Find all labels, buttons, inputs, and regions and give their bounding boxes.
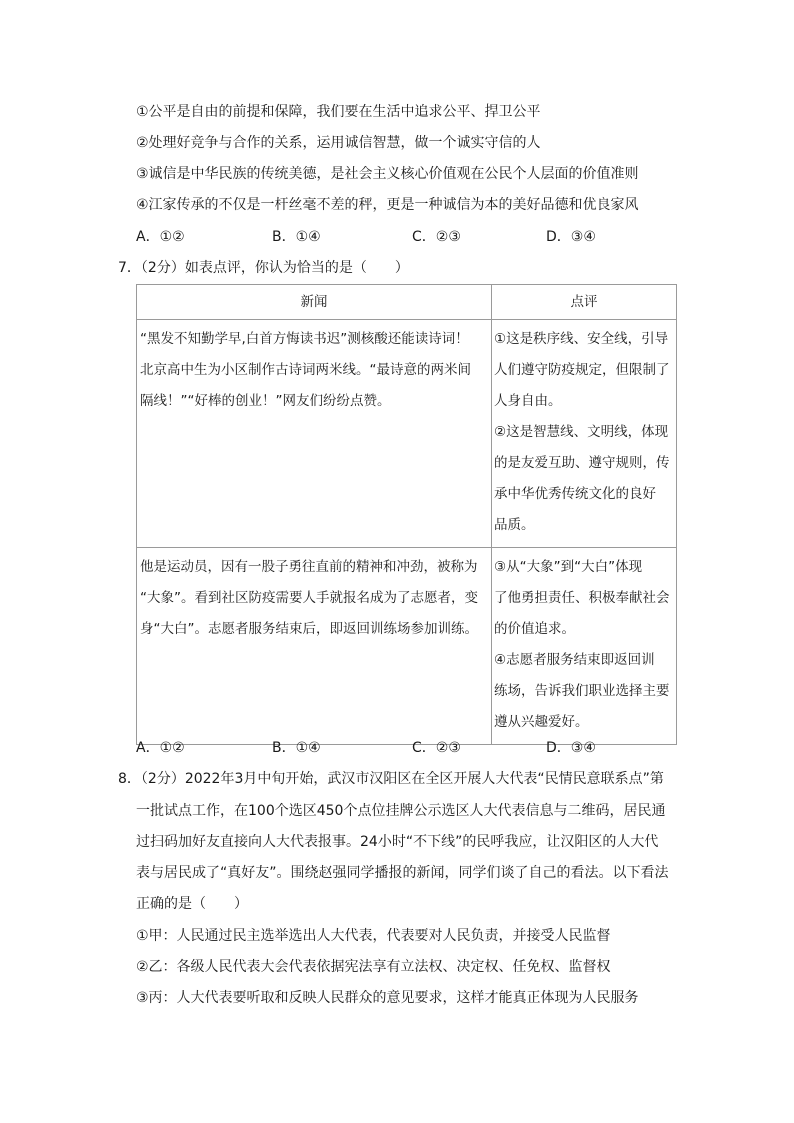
news-1-line-2: 北京高中生为小区制作古诗词两米线。“最诗意的两米间: [140, 362, 471, 378]
comment-2-line-4: ④志愿者服务结束即返回训: [494, 652, 655, 668]
q7-option-a[interactable]: A．①②: [136, 740, 185, 756]
comment-1-line-2: 人们遵守防疫规定，但限制了: [494, 362, 670, 378]
table-row: [137, 548, 677, 745]
q6-statement-3: ③诚信是中华民族的传统美德，是社会主义核心价值观在公民个人层面的价值准则: [136, 166, 639, 182]
q8-stem-line-4: 表与居民成了“真好友”。围绕赵强同学播报的新闻，同学们谈了自己的看法。以下看法: [136, 865, 669, 881]
comment-1-line-1: ①这是秩序线、安全线，引导: [494, 331, 669, 347]
table-row: [137, 320, 677, 548]
news-2-line-1: 他是运动员，因有一股子勇往直前的精神和冲劲，被称为: [140, 559, 478, 575]
comment-2-line-1: ③从“大象”到“大白”体现: [494, 559, 643, 575]
q8-statement-1: ①甲：人民通过民主选举选出人大代表，代表要对人民负责，并接受人民监督: [136, 928, 611, 944]
q7-options: [136, 738, 696, 758]
q8-statement-2: ②乙：各级人民代表大会代表依据宪法享有立法权、决定权、任免权、监督权: [136, 959, 611, 975]
q7-stem: 7．（2分）如表点评，你认为恰当的是（ ）: [118, 260, 409, 276]
q8-stem-line-1: 8．（2分）2022年3月中旬开始，武汉市汉阳区在全区开展人大代表“民情民意联系点”第: [118, 771, 664, 787]
news-2-line-2: “大象”。看到社区防疫需要人手就报名成为了志愿者，变: [140, 590, 478, 606]
q8-stem-line-2: 一批试点工作，在100个选区450个点位挂牌公示选区人大代表信息与二维码，居民通: [136, 803, 666, 819]
header-news: 新闻: [137, 285, 492, 320]
q6-option-c[interactable]: C．②③: [412, 229, 461, 245]
comment-2-line-3: 的价值追求。: [494, 621, 575, 637]
q6-option-d[interactable]: D．③④: [546, 229, 596, 245]
comment-2-line-5: 练场，告诉我们职业选择主要: [494, 683, 670, 699]
q8-stem-line-5: 正确的是（ ）: [136, 896, 248, 912]
header-comment: 点评: [492, 285, 677, 320]
comment-2-line-2: 了他勇担责任、积极奉献社会: [494, 590, 670, 606]
table-header-row: [137, 285, 677, 320]
news-cell-2: [137, 548, 492, 745]
news-cell-1: [137, 320, 492, 548]
q6-statement-4: ④江家传承的不仅是一杆丝毫不差的秤，更是一种诚信为本的美好品德和优良家风: [136, 197, 639, 213]
q6-statement-1: ①公平是自由的前提和保障，我们要在生活中追求公平、捍卫公平: [136, 104, 541, 120]
q7-option-c[interactable]: C．②③: [412, 740, 461, 756]
q7-option-d[interactable]: D．③④: [546, 740, 596, 756]
q8-statement-3: ③丙：人大代表要听取和反映人民群众的意见要求，这样才能真正体现为人民服务: [136, 990, 639, 1006]
q6-option-a[interactable]: A．①②: [136, 229, 185, 245]
comment-1-line-3: 人身自由。: [494, 393, 562, 409]
comment-2-line-6: 遵从兴趣爱好。: [494, 714, 589, 730]
q6-options: [136, 227, 696, 247]
q7-table: [136, 284, 677, 745]
comment-cell-1: [492, 320, 677, 548]
news-2-line-3: 身“大白”。志愿者服务结束后，即返回训练场参加训练。: [140, 621, 478, 637]
comment-1-line-4: ②这是智慧线、文明线，体现: [494, 424, 669, 440]
q7-option-b[interactable]: B．①④: [272, 740, 321, 756]
comment-1-line-7: 品质。: [494, 517, 535, 533]
comment-1-line-6: 承中华优秀传统文化的良好: [494, 486, 656, 502]
comment-cell-2: [492, 548, 677, 745]
q6-option-b[interactable]: B．①④: [272, 229, 321, 245]
q8-stem-line-3: 过扫码加好友直接向人大代表报事。24小时“不下线”的民呼我应，让汉阳区的人大代: [136, 834, 659, 850]
q6-statement-2: ②处理好竞争与合作的关系，运用诚信智慧，做一个诚实守信的人: [136, 135, 541, 151]
news-1-line-1: “黑发不知勤学早,白首方悔读书迟”测核酸还能读诗词！: [140, 331, 469, 347]
comment-1-line-5: 的是友爱互助、遵守规则，传: [494, 455, 670, 471]
news-1-line-3: 隔线！”“好棒的创业！”网友们纷纷点赞。: [140, 393, 391, 409]
